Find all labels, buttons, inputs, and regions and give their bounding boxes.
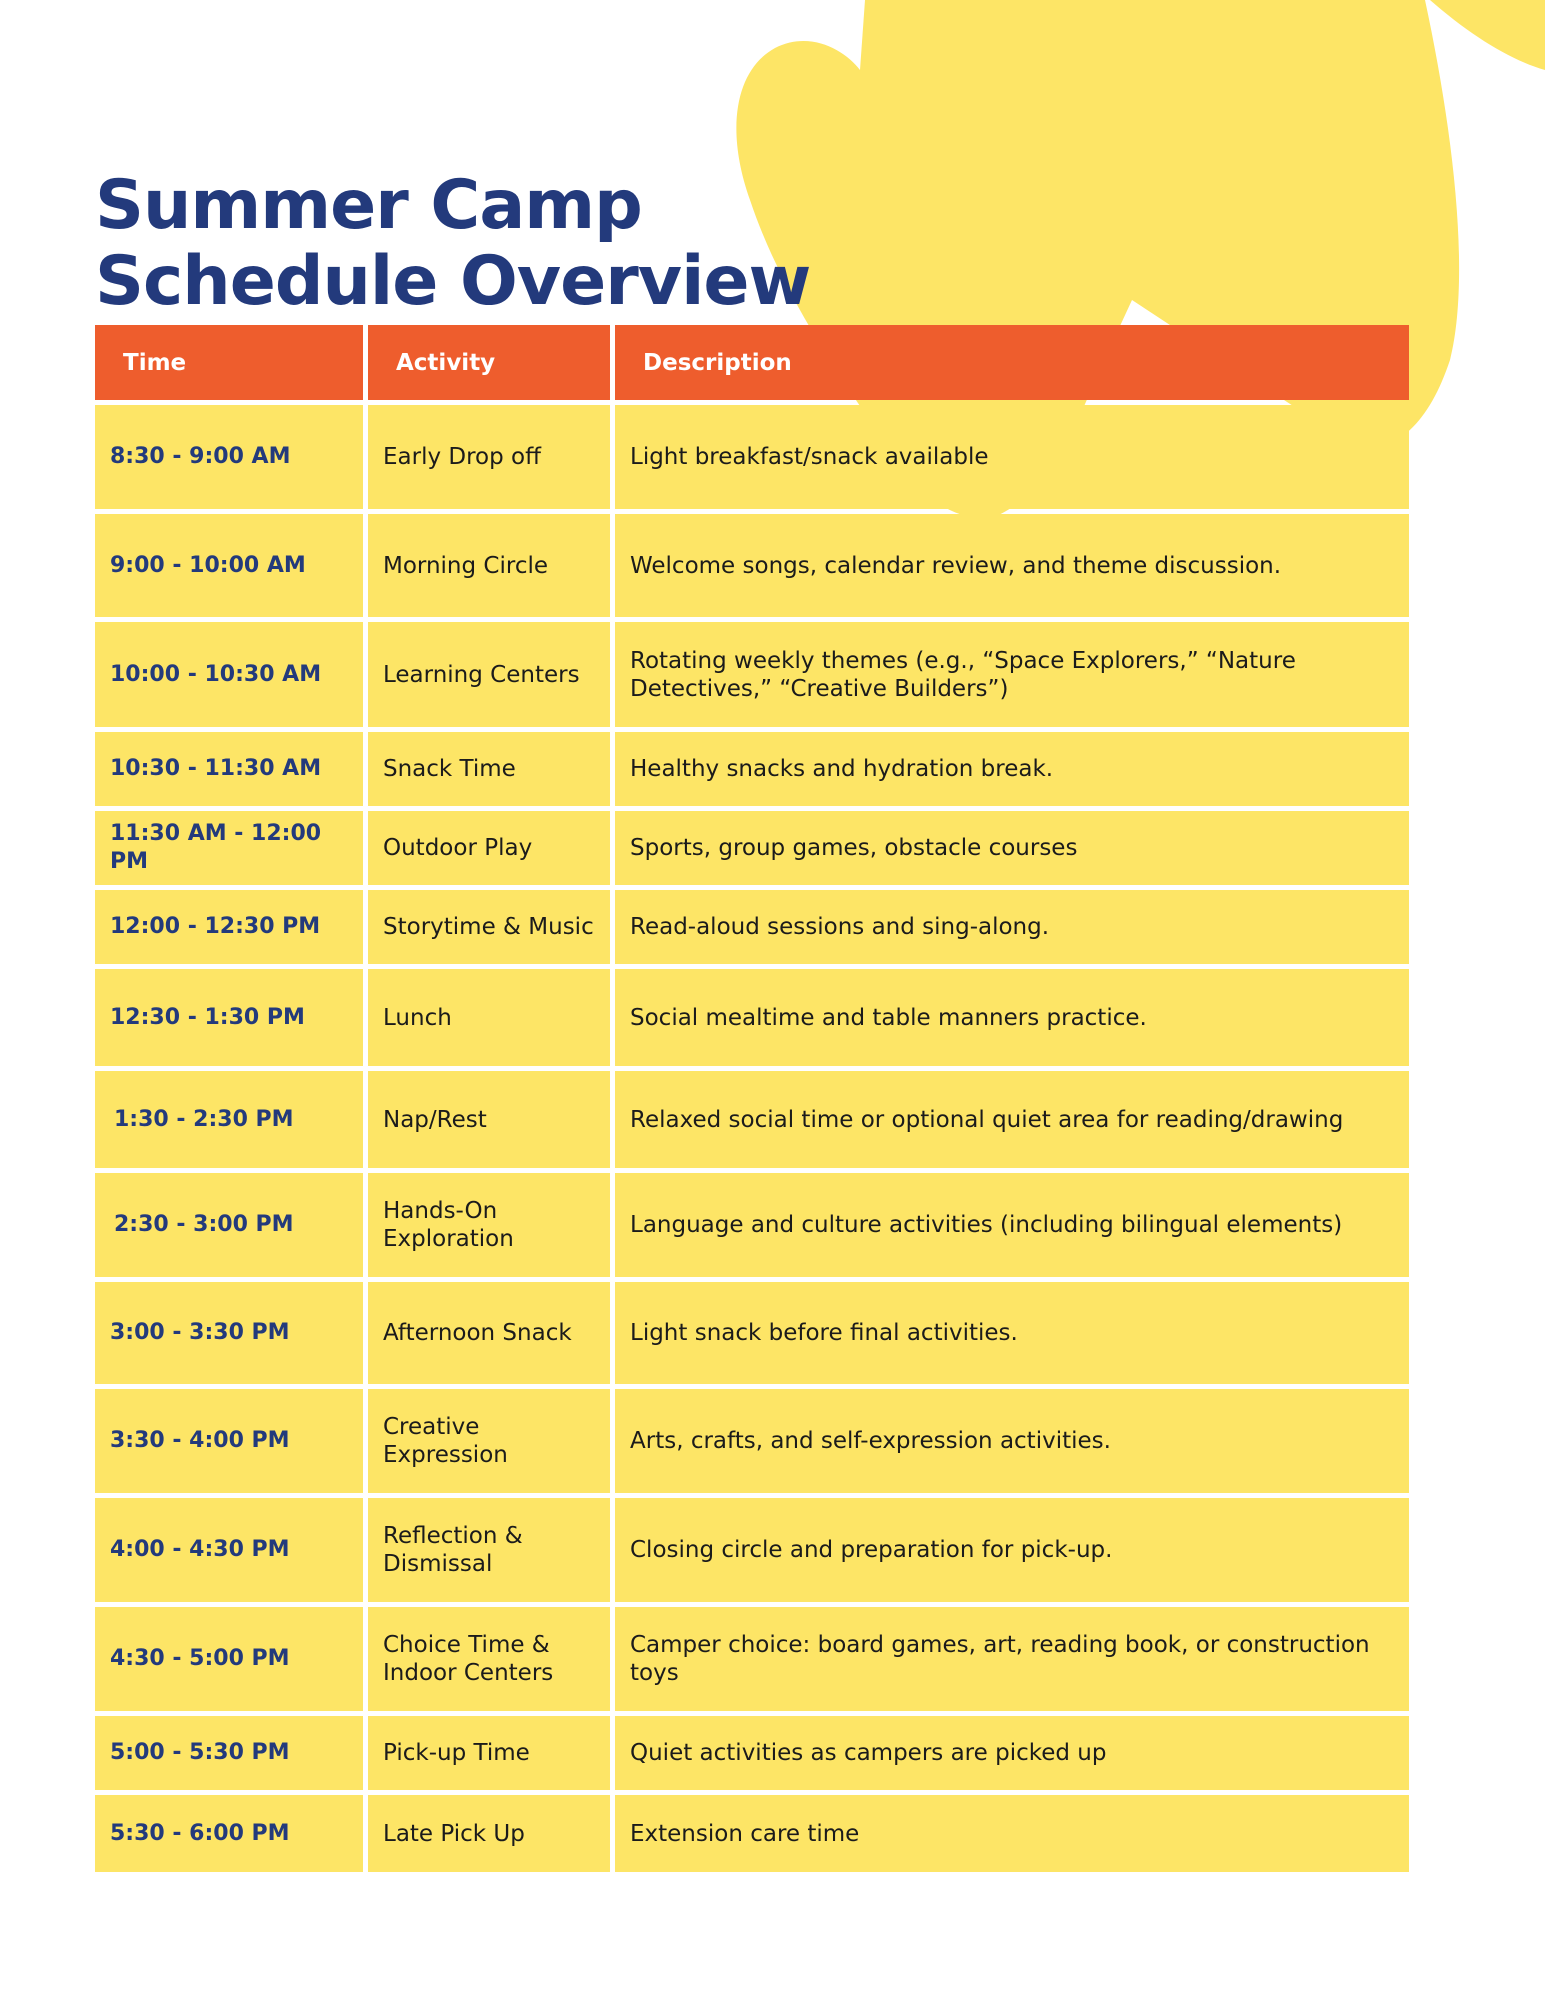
activity-cell: Creative Expression (368, 1389, 610, 1493)
description-cell: Light snack before final activities. (615, 1282, 1409, 1384)
description-cell: Camper choice: board games, art, reading book, or construction toys (615, 1607, 1409, 1711)
description-cell: Arts, crafts, and self-expression activities. (615, 1389, 1409, 1493)
activity-cell: Early Drop off (368, 405, 610, 509)
activity-cell: Snack Time (368, 732, 610, 806)
table-row (95, 969, 1409, 1066)
description-cell: Sports, group games, obstacle courses (615, 811, 1409, 885)
table-row (95, 1071, 1409, 1168)
table-row (95, 622, 1409, 727)
table-row (95, 732, 1409, 806)
table-row (95, 1389, 1409, 1493)
time-cell: 5:00 - 5:30 PM (95, 1716, 363, 1790)
time-cell: 3:30 - 4:00 PM (95, 1389, 363, 1493)
table-row (95, 890, 1409, 964)
table-row (95, 405, 1409, 509)
activity-cell: Pick-up Time (368, 1716, 610, 1790)
blob-top-right (1430, 0, 1545, 70)
activity-cell: Afternoon Snack (368, 1282, 610, 1384)
table-row (95, 811, 1409, 885)
description-cell: Healthy snacks and hydration break. (615, 732, 1409, 806)
description-cell: Relaxed social time or optional quiet area for reading/drawing (615, 1071, 1409, 1168)
description-cell: Light breakfast/snack available (615, 405, 1409, 509)
activity-cell: Reflection & Dismissal (368, 1498, 610, 1602)
activity-cell: Storytime & Music (368, 890, 610, 964)
header-description: Description (615, 325, 1409, 400)
activity-cell: Choice Time & Indoor Centers (368, 1607, 610, 1711)
activity-cell: Nap/Rest (368, 1071, 610, 1168)
time-cell: 12:30 - 1:30 PM (95, 969, 363, 1066)
table-header-row (95, 325, 1409, 400)
time-cell: 8:30 - 9:00 AM (95, 405, 363, 509)
title-line-1: Summer Camp (95, 166, 642, 245)
table-row (95, 1716, 1409, 1790)
description-cell: Welcome songs, calendar review, and theme discussion. (615, 514, 1409, 617)
time-cell: 5:30 - 6:00 PM (95, 1795, 363, 1872)
time-cell: 1:30 - 2:30 PM (95, 1071, 363, 1168)
schedule-table (95, 325, 1409, 1877)
title-line-2: Schedule Overview (95, 242, 811, 321)
description-cell: Read-aloud sessions and sing-along. (615, 890, 1409, 964)
description-cell: Extension care time (615, 1795, 1409, 1872)
table-row (95, 514, 1409, 617)
time-cell: 3:00 - 3:30 PM (95, 1282, 363, 1384)
header-time: Time (95, 325, 363, 400)
time-cell: 12:00 - 12:30 PM (95, 890, 363, 964)
activity-cell: Morning Circle (368, 514, 610, 617)
time-cell: 9:00 - 10:00 AM (95, 514, 363, 617)
table-row (95, 1498, 1409, 1602)
time-cell: 10:00 - 10:30 AM (95, 622, 363, 727)
activity-cell: Lunch (368, 969, 610, 1066)
time-cell: 4:00 - 4:30 PM (95, 1498, 363, 1602)
time-cell: 4:30 - 5:00 PM (95, 1607, 363, 1711)
time-cell: 11:30 AM - 12:00 PM (95, 811, 363, 885)
table-row (95, 1173, 1409, 1277)
activity-cell: Hands-On Exploration (368, 1173, 610, 1277)
header-activity: Activity (368, 325, 610, 400)
description-cell: Quiet activities as campers are picked up (615, 1716, 1409, 1790)
table-row (95, 1795, 1409, 1872)
description-cell: Rotating weekly themes (e.g., “Space Explorers,” “Nature Detectives,” “Creative Builders”) (615, 622, 1409, 727)
description-cell: Language and culture activities (including bilingual elements) (615, 1173, 1409, 1277)
page-title (95, 168, 810, 320)
time-cell: 10:30 - 11:30 AM (95, 732, 363, 806)
time-cell: 2:30 - 3:00 PM (95, 1173, 363, 1277)
description-cell: Social mealtime and table manners practice. (615, 969, 1409, 1066)
table-row (95, 1282, 1409, 1384)
table-row (95, 1607, 1409, 1711)
activity-cell: Late Pick Up (368, 1795, 610, 1872)
description-cell: Closing circle and preparation for pick-up. (615, 1498, 1409, 1602)
activity-cell: Learning Centers (368, 622, 610, 727)
activity-cell: Outdoor Play (368, 811, 610, 885)
